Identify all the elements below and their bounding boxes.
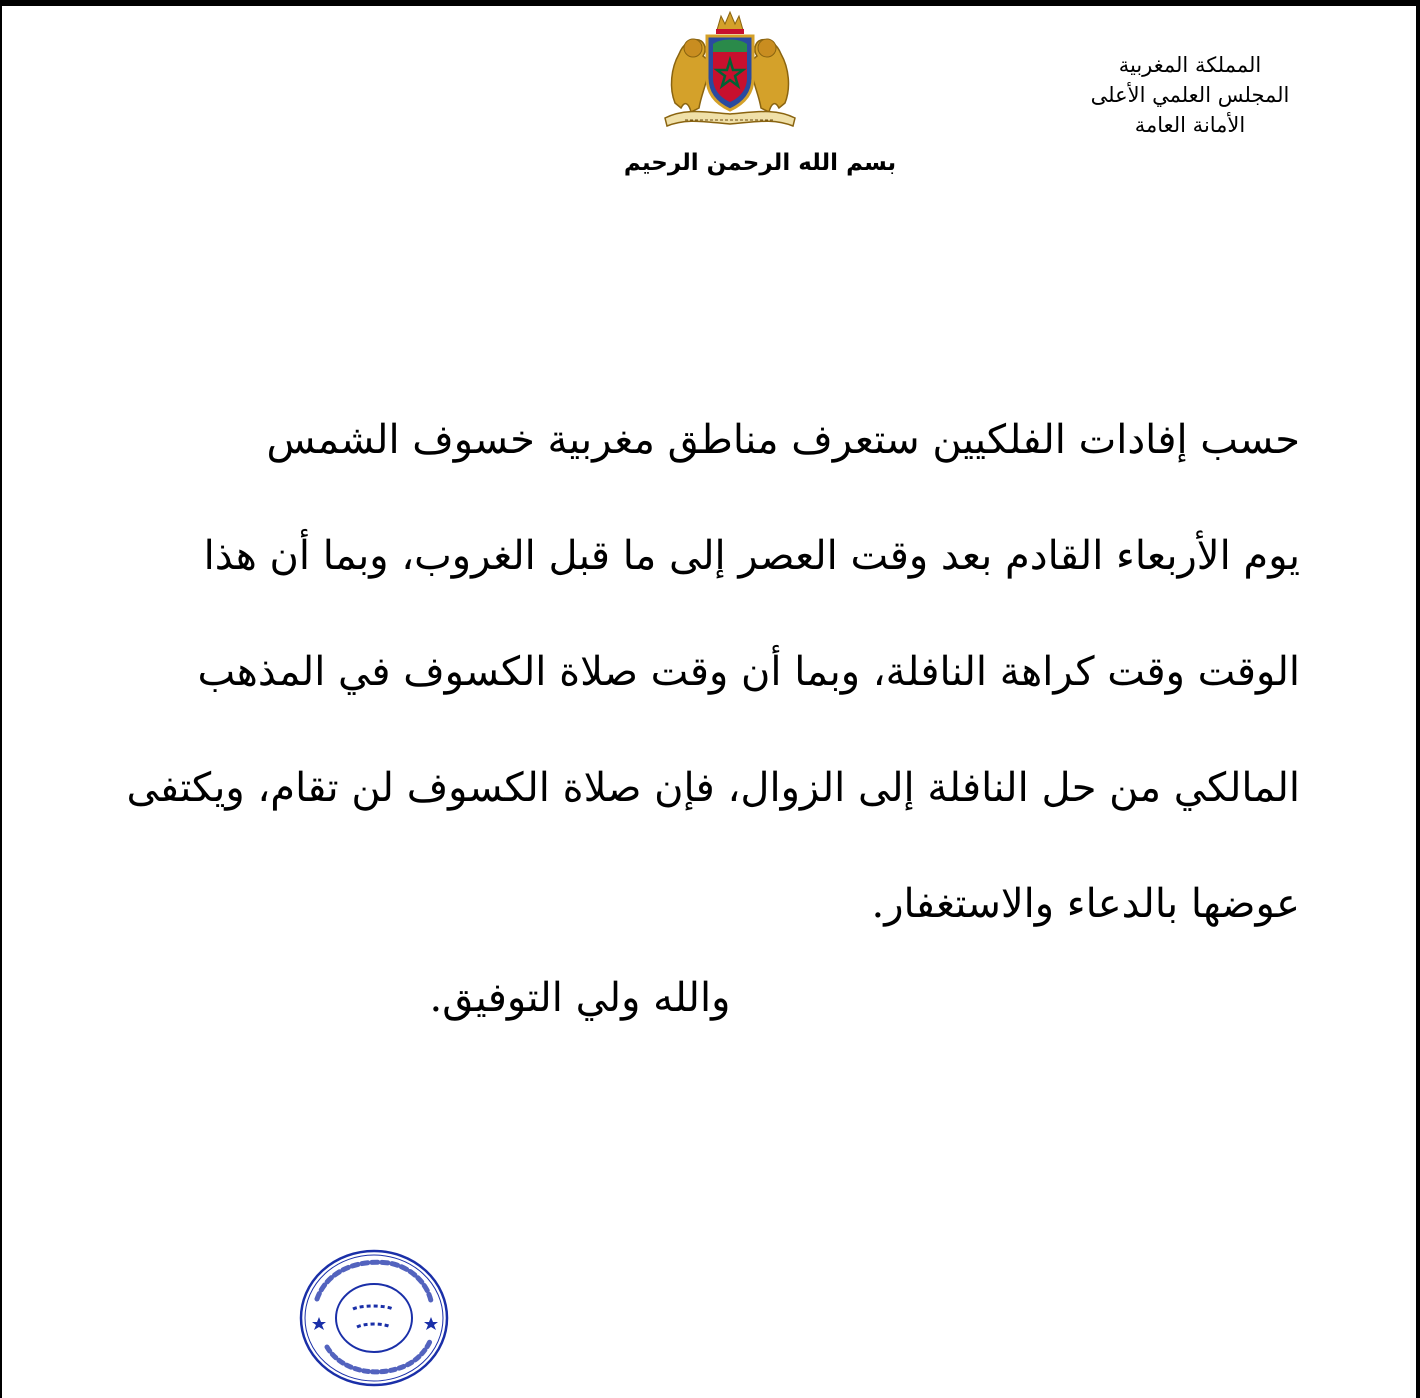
body-line: المالكي من حل النافلة إلى الزوال، فإن صلاة الكسوف لن تقام، ويكتفى xyxy=(126,765,1300,811)
right-border xyxy=(1416,0,1420,1398)
moroccan-coat-of-arms-icon xyxy=(655,8,805,132)
left-border xyxy=(0,0,2,1398)
letterhead-country: المملكة المغربية xyxy=(1118,53,1262,77)
top-border xyxy=(0,0,1420,6)
body-line: حسب إفادات الفلكيين ستعرف مناطق مغربية خسوف الشمس xyxy=(266,417,1300,463)
letterhead-council: المجلس العلمي الأعلى xyxy=(1090,83,1290,107)
letter-body xyxy=(126,382,1300,962)
letterhead xyxy=(1030,50,1350,140)
body-line: الوقت وقت كراهة النافلة، وبما أن وقت صلاة الكسوف في المذهب xyxy=(197,649,1300,695)
basmala-heading: بسم الله الرحمن الرحيم xyxy=(623,150,897,176)
body-line: يوم الأربعاء القادم بعد وقت العصر إلى ما قبل الغروب، وبما أن هذا xyxy=(203,533,1300,579)
official-stamp-icon xyxy=(297,1247,451,1389)
closing-line: والله ولي التوفيق. xyxy=(429,975,731,1021)
body-line: عوضها بالدعاء والاستغفار. xyxy=(871,881,1300,927)
letterhead-secretariat: الأمانة العامة xyxy=(1134,113,1246,137)
